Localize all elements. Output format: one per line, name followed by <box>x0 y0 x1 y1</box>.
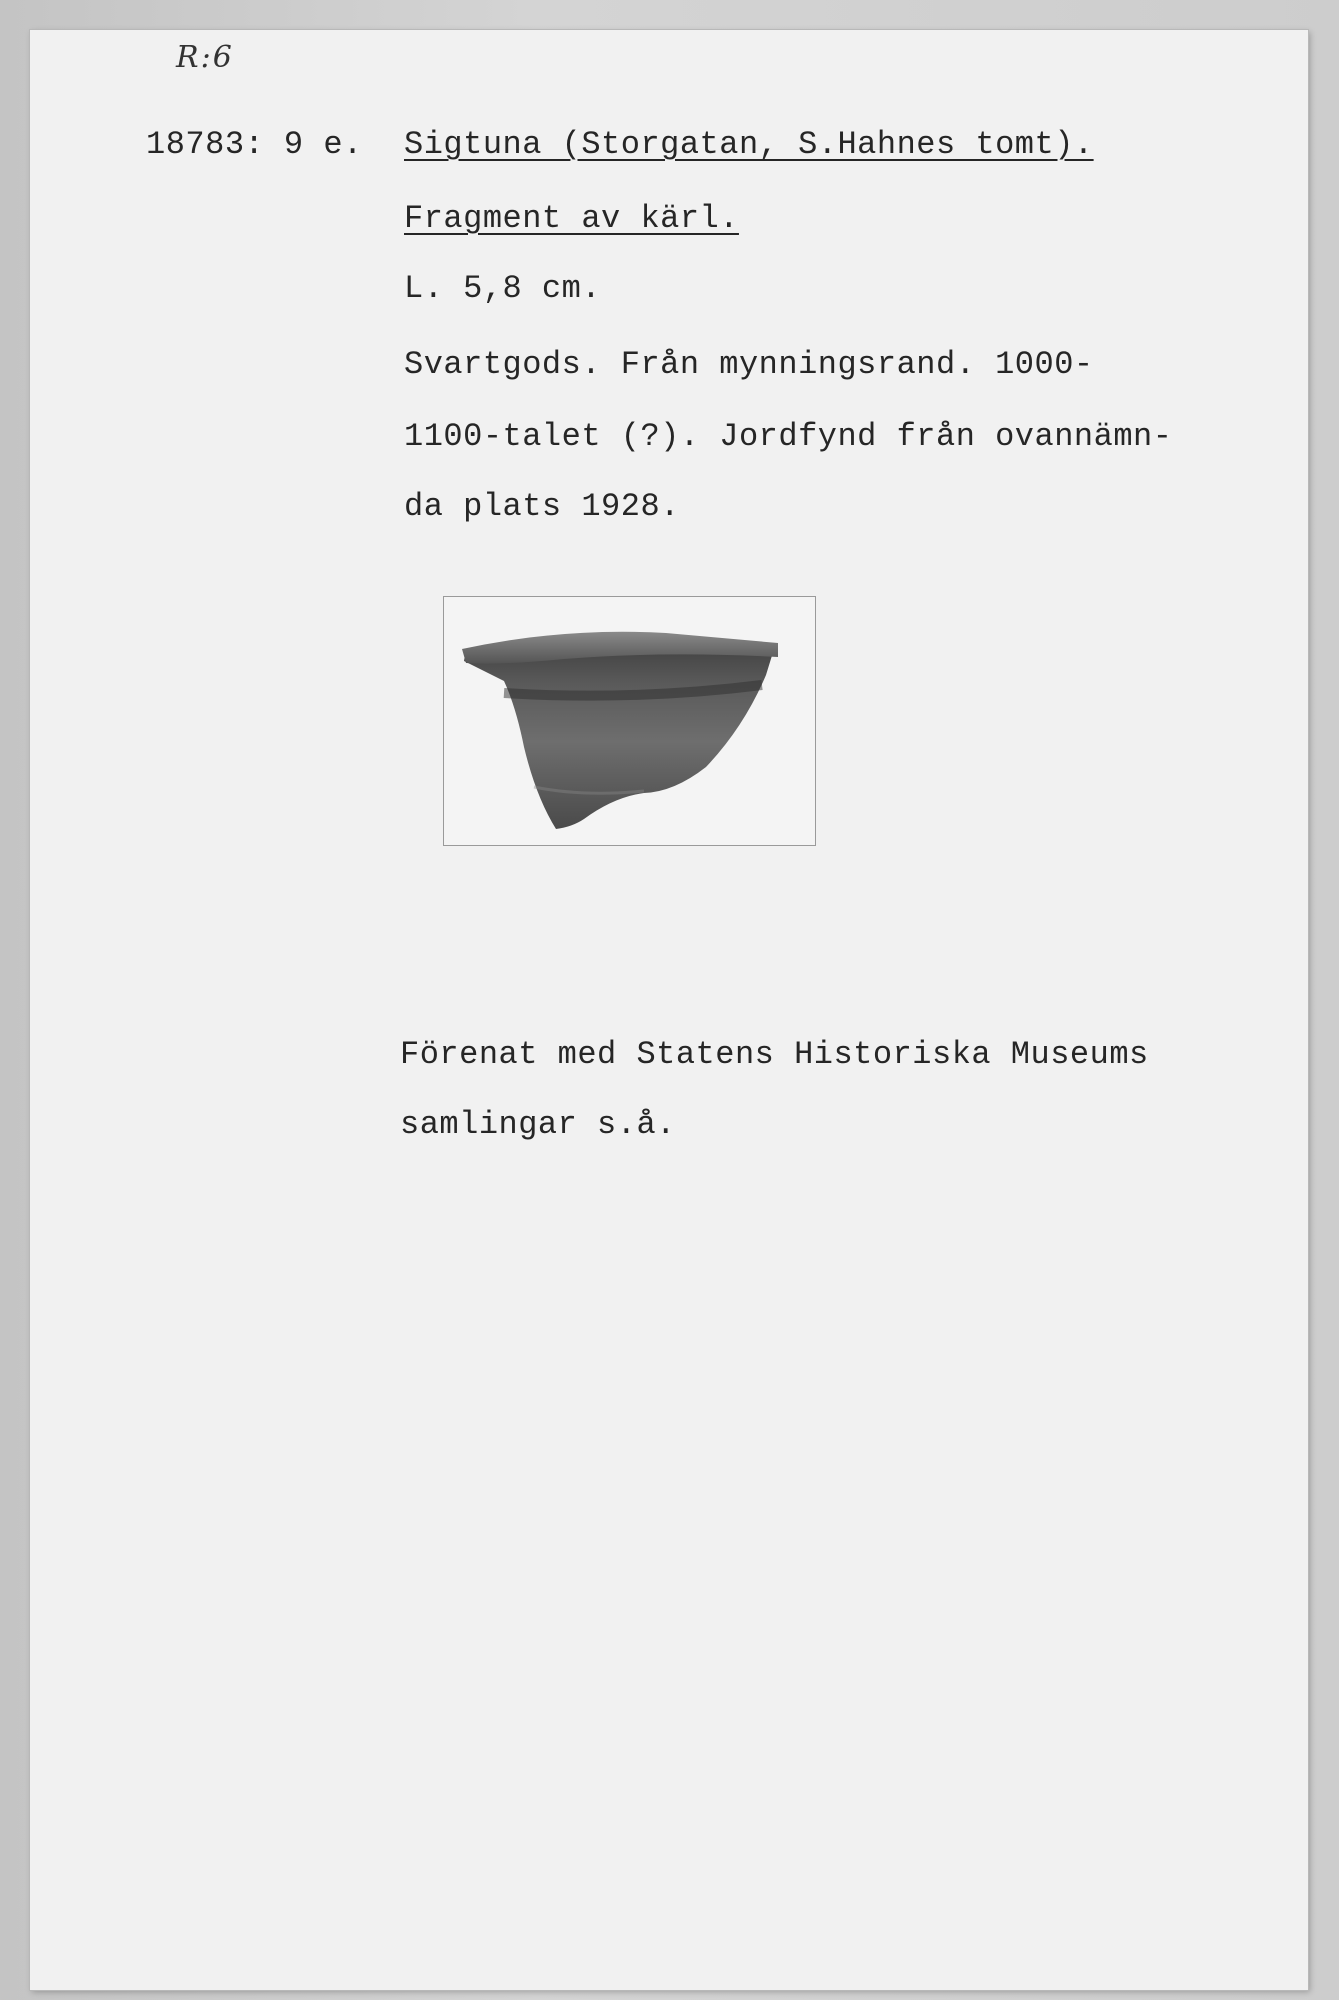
footer-line-1: Förenat med Statens Historiska Museums <box>400 1036 1149 1073</box>
find-location: Sigtuna (Storgatan, S.Hahnes tomt). <box>404 126 1094 163</box>
description-line-2: 1100-talet (?). Jordfynd från ovannämn- <box>404 418 1173 455</box>
object-name: Fragment av kärl. <box>404 200 739 237</box>
catalog-number: 18783: 9 e. <box>146 126 363 163</box>
description-line-3: da plats 1928. <box>404 488 680 525</box>
handwritten-note: R:6 <box>176 40 234 75</box>
description-line-1: Svartgods. Från mynningsrand. 1000- <box>404 346 1094 383</box>
footer-line-2: samlingar s.å. <box>400 1106 676 1143</box>
object-length: L. 5,8 cm. <box>404 270 602 307</box>
artifact-photo <box>443 596 816 846</box>
catalog-card <box>30 30 1308 1990</box>
